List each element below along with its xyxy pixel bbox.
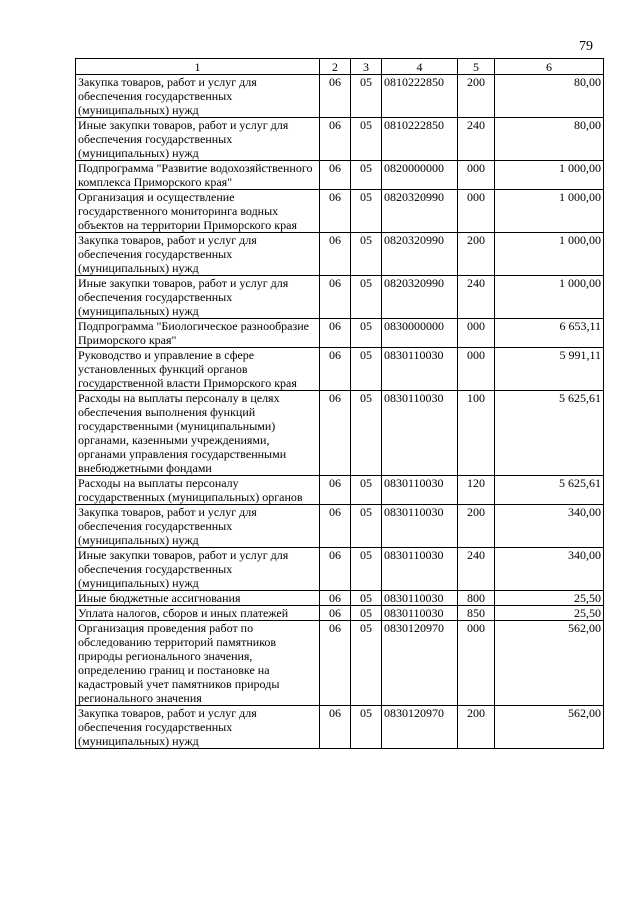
row-section-cell: 06: [320, 621, 351, 706]
row-section-cell: 06: [320, 319, 351, 348]
table-row: [76, 118, 604, 161]
row-amount-cell: 562,00: [495, 621, 604, 706]
row-section-cell: 06: [320, 161, 351, 190]
row-subsection-cell: 05: [351, 391, 382, 476]
row-amount-cell: 1 000,00: [495, 161, 604, 190]
column-header: 1: [76, 59, 320, 75]
row-subsection-cell: 05: [351, 190, 382, 233]
row-amount-cell: 5 625,61: [495, 391, 604, 476]
row-target-code-cell: 0830110030: [382, 505, 458, 548]
row-target-code-cell: 0830110030: [382, 348, 458, 391]
row-amount-cell: 25,50: [495, 591, 604, 606]
row-amount-cell: 1 000,00: [495, 276, 604, 319]
row-section-cell: 06: [320, 118, 351, 161]
row-expense-type-cell: 200: [458, 706, 495, 749]
row-name-cell: Закупка товаров, работ и услуг для обеспечения государственных (муниципальных) нужд: [76, 233, 320, 276]
row-amount-cell: 340,00: [495, 548, 604, 591]
column-header: 6: [495, 59, 604, 75]
row-target-code-cell: 0820000000: [382, 161, 458, 190]
row-target-code-cell: 0810222850: [382, 75, 458, 118]
row-expense-type-cell: 000: [458, 190, 495, 233]
row-section-cell: 06: [320, 591, 351, 606]
column-header: 3: [351, 59, 382, 75]
row-expense-type-cell: 240: [458, 276, 495, 319]
row-name-cell: Подпрограмма "Биологическое разнообразие Приморского края": [76, 319, 320, 348]
row-section-cell: 06: [320, 391, 351, 476]
row-target-code-cell: 0830110030: [382, 476, 458, 505]
table-row: [76, 548, 604, 591]
table-row: [76, 706, 604, 749]
row-amount-cell: 80,00: [495, 75, 604, 118]
row-amount-cell: 25,50: [495, 606, 604, 621]
row-target-code-cell: 0830110030: [382, 391, 458, 476]
page-number: 79: [579, 39, 593, 54]
row-amount-cell: 80,00: [495, 118, 604, 161]
table-row: [76, 391, 604, 476]
row-expense-type-cell: 000: [458, 319, 495, 348]
row-subsection-cell: 05: [351, 233, 382, 276]
row-amount-cell: 340,00: [495, 505, 604, 548]
row-subsection-cell: 05: [351, 276, 382, 319]
table-row: [76, 190, 604, 233]
row-subsection-cell: 05: [351, 706, 382, 749]
row-name-cell: Закупка товаров, работ и услуг для обеспечения государственных (муниципальных) нужд: [76, 75, 320, 118]
row-expense-type-cell: 240: [458, 548, 495, 591]
row-target-code-cell: 0830120970: [382, 706, 458, 749]
row-target-code-cell: 0820320990: [382, 190, 458, 233]
table-row: [76, 606, 604, 621]
row-section-cell: 06: [320, 348, 351, 391]
row-target-code-cell: 0830110030: [382, 606, 458, 621]
row-name-cell: Иные закупки товаров, работ и услуг для обеспечения государственных (муниципальных) нужд: [76, 548, 320, 591]
row-name-cell: Закупка товаров, работ и услуг для обеспечения государственных (муниципальных) нужд: [76, 706, 320, 749]
row-section-cell: 06: [320, 276, 351, 319]
row-name-cell: Организация и осуществление государственного мониторинга водных объектов на территории Приморского края: [76, 190, 320, 233]
row-amount-cell: 562,00: [495, 706, 604, 749]
table-row: [76, 75, 604, 118]
row-section-cell: 06: [320, 706, 351, 749]
row-subsection-cell: 05: [351, 591, 382, 606]
row-expense-type-cell: 120: [458, 476, 495, 505]
row-expense-type-cell: 240: [458, 118, 495, 161]
table-row: [76, 161, 604, 190]
row-name-cell: Иные закупки товаров, работ и услуг для обеспечения государственных (муниципальных) нужд: [76, 118, 320, 161]
row-subsection-cell: 05: [351, 621, 382, 706]
row-subsection-cell: 05: [351, 319, 382, 348]
row-amount-cell: 5 625,61: [495, 476, 604, 505]
row-section-cell: 06: [320, 75, 351, 118]
table-row: [76, 276, 604, 319]
row-target-code-cell: 0830110030: [382, 548, 458, 591]
row-amount-cell: 6 653,11: [495, 319, 604, 348]
column-header: 5: [458, 59, 495, 75]
row-name-cell: Иные бюджетные ассигнования: [76, 591, 320, 606]
row-target-code-cell: 0810222850: [382, 118, 458, 161]
table-row: [76, 233, 604, 276]
row-expense-type-cell: 000: [458, 161, 495, 190]
row-name-cell: Уплата налогов, сборов и иных платежей: [76, 606, 320, 621]
row-subsection-cell: 05: [351, 348, 382, 391]
row-target-code-cell: 0830110030: [382, 591, 458, 606]
table-header-row: [76, 59, 604, 75]
row-amount-cell: 1 000,00: [495, 233, 604, 276]
row-expense-type-cell: 200: [458, 233, 495, 276]
row-subsection-cell: 05: [351, 505, 382, 548]
row-expense-type-cell: 000: [458, 621, 495, 706]
row-name-cell: Руководство и управление в сфере установленных функций органов государственной власти Приморского края: [76, 348, 320, 391]
row-expense-type-cell: 100: [458, 391, 495, 476]
row-target-code-cell: 0820320990: [382, 276, 458, 319]
table-row: [76, 621, 604, 706]
row-name-cell: Расходы на выплаты персоналу в целях обеспечения выполнения функций государственными (муниципальными) органами, казенными учреждениями, органами управления государственными внебюджетными фондами: [76, 391, 320, 476]
row-section-cell: 06: [320, 476, 351, 505]
row-subsection-cell: 05: [351, 476, 382, 505]
row-subsection-cell: 05: [351, 161, 382, 190]
row-amount-cell: 5 991,11: [495, 348, 604, 391]
table-row: [76, 505, 604, 548]
row-name-cell: Закупка товаров, работ и услуг для обеспечения государственных (муниципальных) нужд: [76, 505, 320, 548]
row-section-cell: 06: [320, 190, 351, 233]
column-header: 2: [320, 59, 351, 75]
row-target-code-cell: 0820320990: [382, 233, 458, 276]
row-name-cell: Иные закупки товаров, работ и услуг для обеспечения государственных (муниципальных) нужд: [76, 276, 320, 319]
row-subsection-cell: 05: [351, 118, 382, 161]
row-subsection-cell: 05: [351, 75, 382, 118]
row-subsection-cell: 05: [351, 606, 382, 621]
row-target-code-cell: 0830120970: [382, 621, 458, 706]
budget-table: [75, 58, 604, 749]
row-section-cell: 06: [320, 505, 351, 548]
table-row: [76, 476, 604, 505]
row-target-code-cell: 0830000000: [382, 319, 458, 348]
row-expense-type-cell: 000: [458, 348, 495, 391]
row-name-cell: Расходы на выплаты персоналу государственных (муниципальных) органов: [76, 476, 320, 505]
table-row: [76, 591, 604, 606]
row-expense-type-cell: 200: [458, 75, 495, 118]
row-section-cell: 06: [320, 548, 351, 591]
table-row: [76, 348, 604, 391]
row-subsection-cell: 05: [351, 548, 382, 591]
row-expense-type-cell: 800: [458, 591, 495, 606]
column-header: 4: [382, 59, 458, 75]
table-row: [76, 319, 604, 348]
row-name-cell: Подпрограмма "Развитие водохозяйственного комплекса Приморского края": [76, 161, 320, 190]
row-expense-type-cell: 850: [458, 606, 495, 621]
row-amount-cell: 1 000,00: [495, 190, 604, 233]
row-name-cell: Организация проведения работ по обследованию территорий памятников природы регионального значения, определению границ и постановке на кадастровый учет памятников природы регионального значения: [76, 621, 320, 706]
row-expense-type-cell: 200: [458, 505, 495, 548]
row-section-cell: 06: [320, 233, 351, 276]
row-section-cell: 06: [320, 606, 351, 621]
table-body: [76, 75, 604, 749]
